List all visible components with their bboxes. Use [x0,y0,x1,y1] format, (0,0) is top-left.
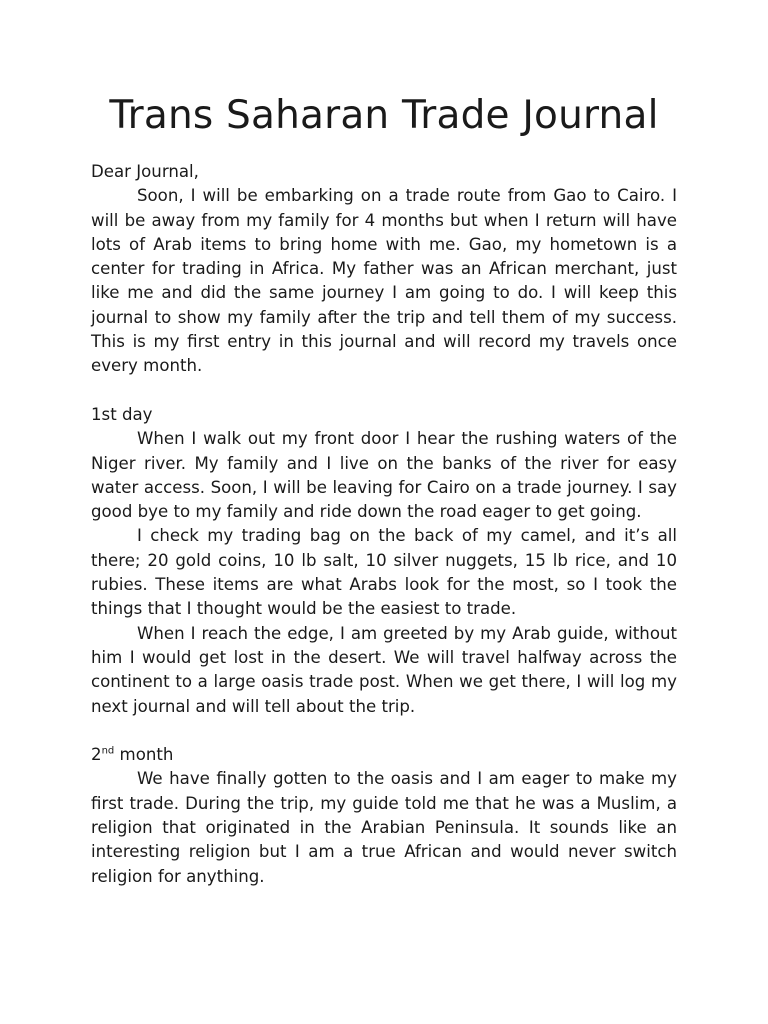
greeting: Dear Journal, [91,162,199,181]
entry-heading-second-month [91,743,677,767]
intro-paragraph: Soon, I will be embarking on a trade route from Gao to Cairo. I will be away from my family for 4 months but when I return will have lots of Arab items to bring home with me. Gao, my hometown is a center for trading in Africa. My father was an African merchant, just like me and did the same journey I am going to do. I will keep this journal to show my family after the trip and tell them of my success. This is my first entry in this journal and will record my travels once every month. [91,186,677,376]
journal-body [91,160,677,889]
entry-heading-first-day: 1st day [91,404,153,424]
entry-paragraph: We have finally gotten to the oasis and I am eager to make my first trade. During the trip, my guide told me that he was a Muslim, a religion that originated in the Arabian Peninsula. It sounds like an interesting religion but I am a true African and would never switch religion for anything. [91,769,677,886]
spacer [91,719,677,743]
entry-paragraph: When I walk out my front door I hear the rushing waters of the Niger river. My family and I live on the banks of the river for easy water access. Soon, I will be leaving for Cairo on a trade journey. I say good bye to my family and ride down the road eager to get going. [91,429,677,522]
heading-rest: month [114,745,174,765]
entry-paragraph: When I reach the edge, I am greeted by my Arab guide, without him I would get lost in the desert. We will travel halfway across the continent to a large oasis trade post. When we get there, I will log my next journal and will tell about the trip. [91,623,677,716]
heading-number: 2 [91,745,102,765]
heading-ordinal-suffix: nd [101,745,115,757]
entry-paragraph: I check my trading bag on the back of my camel, and it’s all there; 20 gold coins, 10 lb salt, 10 silver nuggets, 15 lb rice, and 10 rubies. These items are what Arabs look for the most, so I took the things that I thought would be the easiest to trade. [91,526,677,619]
spacer [91,379,677,403]
page-title: Trans Saharan Trade Journal [109,93,659,138]
